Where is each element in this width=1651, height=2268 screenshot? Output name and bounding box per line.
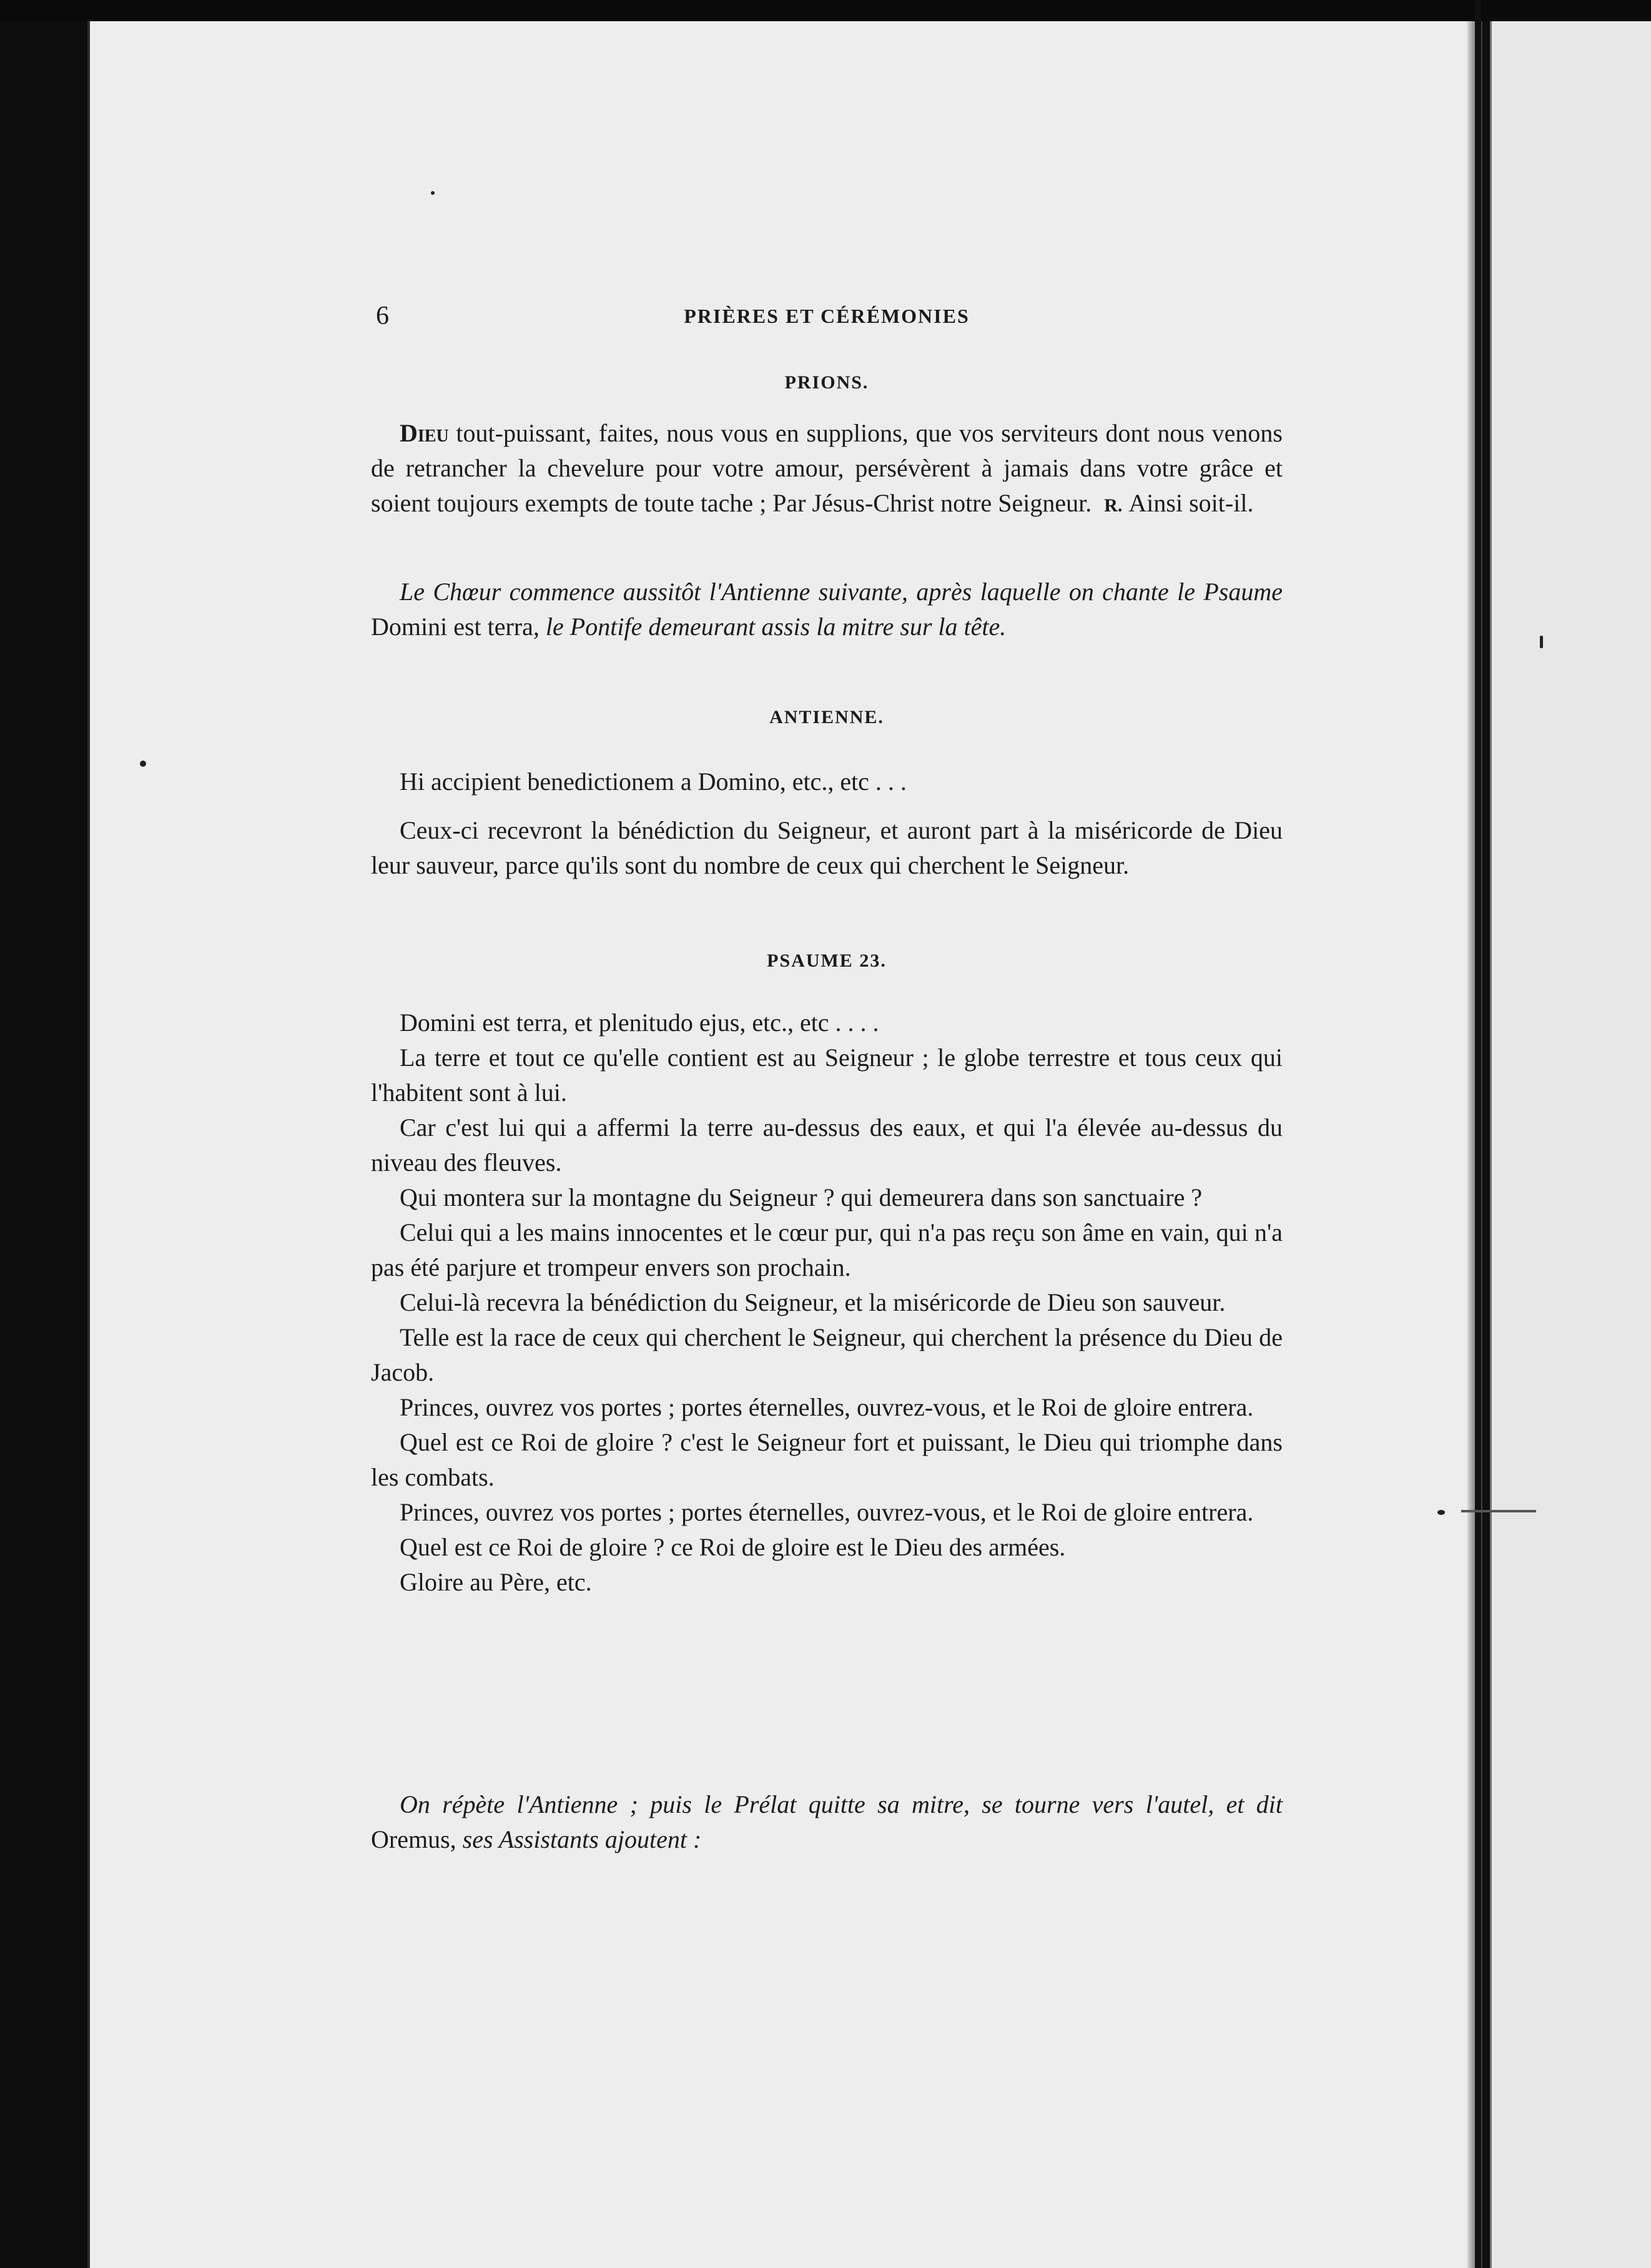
antienne-latin	[371, 764, 1283, 799]
antienne-french	[371, 813, 1283, 883]
psalm-verse: Telle est la race de ceux qui cherchent le Seigneur, qui cherchent la présence du Dieu de Jacob.	[371, 1323, 1283, 1386]
ink-speck	[140, 761, 146, 767]
psalm-verse: Celui qui a les mains innocentes et le cœur pur, qui n'a pas reçu son âme en vain, qui n'a pas été parjure et trompeur envers son prochain.	[371, 1218, 1283, 1281]
psalm-verse: La terre et tout ce qu'elle contient est au Seigneur ; le globe terrestre et tous ceux qui l'habitent sont à lui.	[371, 1043, 1283, 1107]
prions-heading: PRIONS.	[784, 372, 869, 393]
rubric-text: Le Chœur commence aussitôt l'Antienne suivante, après laquelle on chante le Psaume	[400, 578, 1283, 606]
rubric-first	[371, 574, 1283, 644]
psalm-verse: Celui-là recevra la bénédiction du Seigneur, et la miséricorde de Dieu son sauveur.	[400, 1288, 1226, 1316]
facing-page-edge	[1490, 21, 1651, 2268]
psalm-verse: Domini est terra, et plenitudo ejus, etc., etc . . . .	[400, 1008, 879, 1037]
response-text: Ainsi soit-il.	[1128, 489, 1254, 517]
prayer-initial-word: Dieu	[400, 419, 449, 447]
rubric-text: ses Assistants ajoutent :	[462, 1825, 702, 1853]
rubric-text: On répète l'Antienne ; puis le Prélat quitte sa mitre, se tourne vers l'autel, et dit	[400, 1790, 1283, 1818]
psaume-heading: PSAUME 23.	[767, 950, 887, 971]
page-number: 6	[376, 302, 390, 330]
rubric-psalm-title: Domini est terra,	[371, 613, 546, 641]
antienne-heading: ANTIENNE.	[769, 707, 884, 727]
ink-speck	[1437, 1510, 1445, 1515]
response-marker: R.	[1104, 495, 1123, 516]
antienne-french-text: Ceux-ci recevront la bénédiction du Seigneur, et auront part à la miséricorde de Dieu leur sauveur, parce qu'ils sont du nombre de ceux qui cherchent le Seigneur.	[371, 816, 1283, 879]
rubric-text: le Pontife demeurant assis la mitre sur la tête.	[545, 613, 1007, 641]
scan-top-border	[0, 0, 1651, 21]
book-spine	[1475, 0, 1481, 2268]
psalm-verse: Car c'est lui qui a affermi la terre au-dessus des eaux, et qui l'a élevée au-dessus du niveau des fleuves.	[371, 1113, 1283, 1176]
rubric-second	[371, 1787, 1283, 1857]
rubric-oremus: Oremus,	[371, 1825, 463, 1853]
antienne-latin-text: Hi accipient benedictionem a Domino, etc., etc . . .	[400, 767, 907, 796]
psalm-verse: Princes, ouvrez vos portes ; portes éternelles, ouvrez-vous, et le Roi de gloire entrera.	[400, 1393, 1254, 1421]
psalm-verse: Princes, ouvrez vos portes ; portes éternelles, ouvrez-vous, et le Roi de gloire entrera.	[400, 1498, 1254, 1526]
psalm-verse: Quel est ce Roi de gloire ? ce Roi de gloire est le Dieu des armées.	[400, 1533, 1066, 1561]
psalm-verse: Gloire au Père, etc.	[400, 1568, 592, 1596]
psalm-verse: Quel est ce Roi de gloire ? c'est le Seigneur fort et puissant, le Dieu qui triomphe dans les combats.	[371, 1428, 1283, 1491]
ink-speck	[1461, 1510, 1536, 1512]
ink-speck	[1540, 636, 1543, 648]
prayer-text: tout-puissant, faites, nous vous en supplions, que vos serviteurs dont nous venons de retrancher la chevelure pour votre amour, persévèrent à jamais dans votre grâce et soient toujours exempts de toute tache ; Par Jésus-Christ notre Seigneur.	[371, 419, 1283, 517]
prions-prayer	[371, 416, 1283, 523]
psalm-verse: Qui montera sur la montagne du Seigneur ? qui demeurera dans son sanctuaire ?	[400, 1183, 1203, 1211]
running-title: PRIÈRES ET CÉRÉMONIES	[684, 305, 970, 327]
running-header	[371, 302, 1283, 336]
ink-speck	[431, 191, 435, 195]
psalm-verses	[371, 1005, 1283, 1600]
